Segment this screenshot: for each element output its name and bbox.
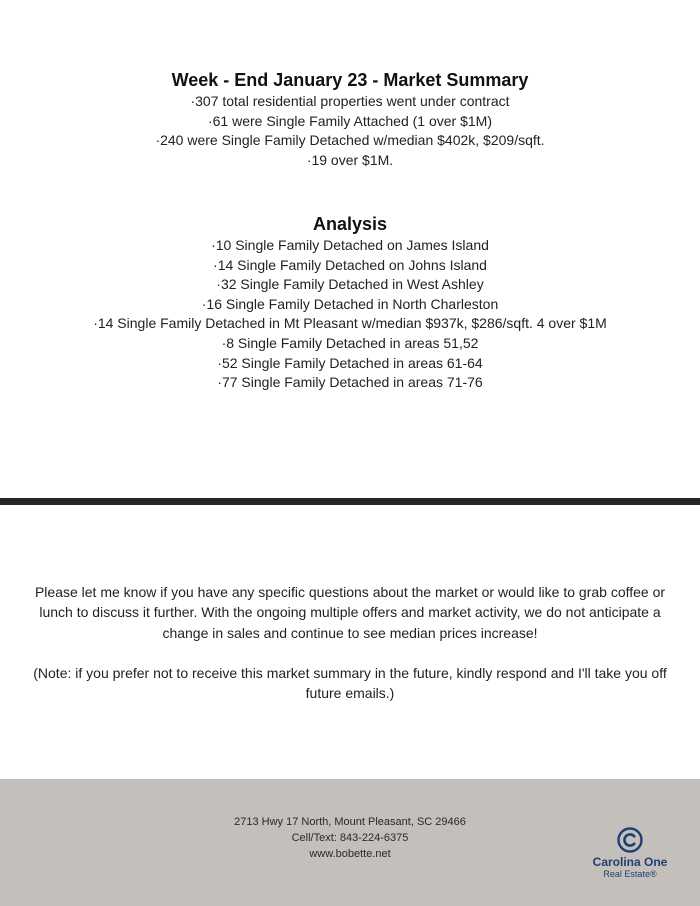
summary-line: ·19 over $1M. xyxy=(306,151,394,168)
summary-line: ·307 total residential properties went under contract xyxy=(190,93,510,109)
logo-name: Carolina One xyxy=(592,855,668,869)
analysis-line: ·14 Single Family Detached in Mt Pleasant w/median $937k, $286/sqft. 4 over $1M xyxy=(93,315,607,332)
unsubscribe-note: (Note: if you prefer not to receive this market summary in the future, kindly respond and I'll take you off future emails.) xyxy=(33,664,667,702)
analysis-line: ·8 Single Family Detached in areas 51,52 xyxy=(221,334,479,351)
analysis-line: ·32 Single Family Detached in West Ashley xyxy=(216,276,484,293)
market-summary-section xyxy=(0,68,700,170)
analysis-title: Analysis xyxy=(312,214,388,234)
summary-title: Week - End January 23 - Market Summary xyxy=(171,70,529,90)
analysis-line: ·14 Single Family Detached on Johns Island xyxy=(213,256,487,273)
footer-address: 2713 Hwy 17 North, Mount Pleasant, SC 29466 xyxy=(234,816,466,828)
carolina-one-logo xyxy=(582,827,678,879)
footer xyxy=(0,779,700,906)
section-divider xyxy=(0,498,700,505)
closing-paragraph: Please let me know if you have any specific questions about the market or would like to grab coffee or lunch to discuss it further. With the ongoing multiple offers and market activity, we do not anticipate a change in sales and continue to see median prices increase! xyxy=(34,584,666,641)
copyright-c-logo-icon xyxy=(617,827,643,853)
footer-phone: Cell/Text: 843-224-6375 xyxy=(291,832,409,844)
analysis-section xyxy=(0,212,700,393)
analysis-line: ·10 Single Family Detached on James Island xyxy=(211,237,489,253)
analysis-line: ·77 Single Family Detached in areas 71-76 xyxy=(217,374,483,391)
summary-line: ·61 were Single Family Attached (1 over $1M) xyxy=(207,112,492,129)
analysis-line: ·16 Single Family Detached in North Charleston xyxy=(201,295,499,312)
footer-website[interactable]: www.bobette.net xyxy=(309,848,391,860)
closing-message xyxy=(20,582,680,703)
logo-subtitle: Real Estate® xyxy=(603,869,657,879)
analysis-line: ·52 Single Family Detached in areas 61-64 xyxy=(217,354,483,371)
summary-line: ·240 were Single Family Detached w/median $402k, $209/sqft. xyxy=(155,132,545,149)
